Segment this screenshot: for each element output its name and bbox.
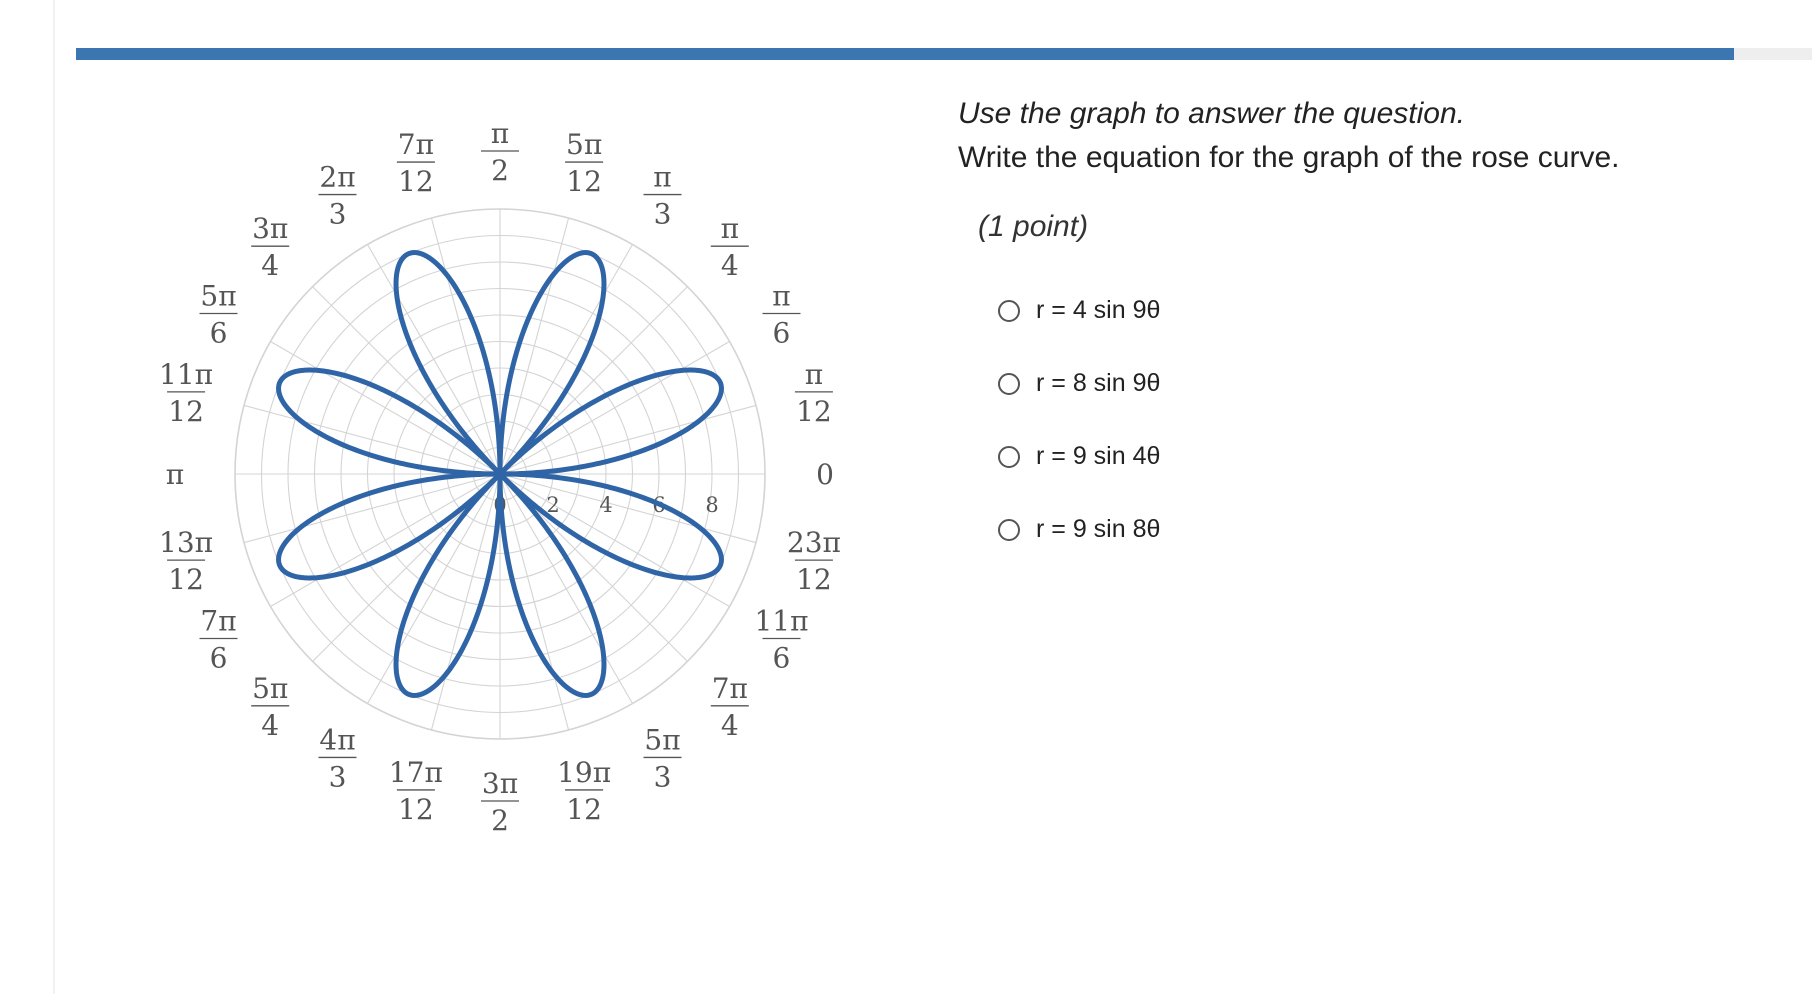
angle-label	[762, 280, 800, 350]
angle-label	[319, 161, 357, 231]
angle-label	[159, 526, 213, 596]
angle-label	[389, 756, 443, 826]
angle-label-numerator: 5π	[252, 671, 289, 705]
question-prompt: Write the equation for the graph of the rose curve.	[958, 141, 1620, 174]
grid-spoke	[500, 342, 729, 475]
angle-label	[565, 128, 603, 198]
angle-label-denominator: 3	[653, 197, 672, 231]
progress-bar-fill	[76, 48, 1734, 60]
angle-label	[795, 358, 833, 428]
angle-label-denominator: 4	[720, 249, 739, 283]
grid-spoke	[368, 474, 501, 703]
angle-label-numerator: 17π	[388, 755, 443, 789]
point-value: (1 point)	[978, 210, 1089, 243]
angle-label-numerator: 5π	[200, 279, 237, 313]
angle-label-denominator: 12	[168, 394, 204, 428]
angle-label	[200, 280, 238, 350]
answer-option-2[interactable]	[998, 347, 1778, 420]
angle-label-denominator: 12	[796, 394, 832, 428]
angle-label	[644, 161, 682, 231]
angle-label-numerator: 5π	[566, 128, 603, 162]
angle-label-denominator: 12	[566, 165, 602, 199]
angle-label-numerator: π	[490, 117, 510, 150]
angle-label-denominator: 12	[168, 563, 204, 597]
angle-label-text: π	[165, 458, 185, 491]
angle-label-denominator: 6	[772, 316, 791, 350]
grid-spoke	[271, 474, 500, 607]
angle-label	[251, 672, 289, 742]
angle-label	[481, 767, 519, 837]
angle-label-denominator: 4	[261, 708, 280, 742]
angle-label-numerator: 7π	[200, 604, 237, 638]
angle-label-denominator: 12	[796, 563, 832, 597]
angle-label-denominator: 4	[720, 708, 739, 742]
radial-tick-label: 8	[705, 493, 719, 517]
angle-label-numerator: 5π	[644, 723, 681, 757]
grid-spoke	[500, 245, 633, 474]
answer-option-1[interactable]	[998, 274, 1778, 347]
angle-label-numerator: 3π	[481, 767, 519, 800]
radial-tick-label: 2	[546, 493, 560, 517]
angle-label-numerator: 13π	[159, 526, 214, 560]
question-instruction: Use the graph to answer the question.	[958, 97, 1465, 130]
angle-label	[319, 723, 357, 793]
angle-label	[816, 458, 834, 491]
angle-label	[251, 212, 289, 282]
angle-label-denominator: 3	[653, 760, 672, 794]
angle-label	[200, 605, 238, 675]
angle-label-denominator: 6	[209, 641, 228, 675]
angle-label-denominator: 3	[328, 197, 347, 231]
angle-label-numerator: π	[804, 357, 824, 391]
answer-option-4[interactable]	[998, 493, 1778, 566]
answer-option-label: r = 4 sin 9θ	[1036, 296, 1161, 324]
progress-bar	[76, 48, 1812, 60]
angle-label-denominator: 12	[398, 165, 434, 199]
angle-label-denominator: 2	[491, 154, 509, 187]
angle-label-numerator: 11π	[754, 604, 809, 638]
radio-button[interactable]	[998, 373, 1020, 395]
angle-label	[159, 358, 213, 428]
answer-option-label: r = 8 sin 9θ	[1036, 369, 1161, 397]
angle-label-numerator: π	[653, 160, 672, 194]
answer-option-label: r = 9 sin 4θ	[1036, 442, 1161, 470]
angle-label-numerator: 11π	[159, 357, 214, 391]
angle-label-numerator: 7π	[711, 671, 748, 705]
angle-label-numerator: 2π	[319, 160, 356, 194]
angle-label-denominator: 6	[209, 316, 228, 350]
angle-label	[481, 117, 519, 187]
angle-label-text: 0	[816, 458, 834, 491]
angle-label	[557, 756, 611, 826]
radio-button[interactable]	[998, 519, 1020, 541]
grid-spoke	[271, 342, 500, 475]
answer-option-label: r = 9 sin 8θ	[1036, 515, 1161, 543]
angle-label-numerator: π	[772, 279, 791, 313]
angle-label-numerator: 19π	[557, 755, 612, 789]
angle-label-denominator: 2	[491, 804, 509, 837]
radio-button[interactable]	[998, 446, 1020, 468]
angle-label	[711, 212, 749, 282]
answer-options	[998, 274, 1778, 566]
angle-label-numerator: 4π	[319, 723, 356, 757]
angle-label-numerator: 7π	[397, 128, 434, 162]
grid-spoke	[500, 474, 729, 607]
question-panel	[958, 92, 1778, 566]
angle-label-denominator: 6	[772, 641, 791, 675]
angle-label-numerator: π	[720, 212, 740, 246]
angle-label	[644, 723, 682, 793]
radial-tick-label: 4	[599, 493, 613, 517]
angle-label	[787, 526, 841, 596]
angle-label-denominator: 12	[398, 792, 434, 826]
angle-label-denominator: 3	[328, 760, 347, 794]
angle-label-numerator: 3π	[252, 212, 289, 246]
angle-label-denominator: 12	[566, 792, 602, 826]
angle-label-denominator: 4	[261, 249, 280, 283]
grid-spoke	[368, 245, 501, 474]
page-left-border	[53, 0, 55, 994]
radial-tick-label: 6	[652, 493, 666, 517]
polar-graph	[110, 85, 890, 885]
angle-label	[397, 128, 435, 198]
angle-label	[711, 672, 749, 742]
answer-option-3[interactable]	[998, 420, 1778, 493]
angle-label-numerator: 23π	[786, 526, 841, 560]
radio-button[interactable]	[998, 300, 1020, 322]
angle-label	[754, 605, 808, 675]
angle-label	[166, 458, 184, 491]
radial-tick-label: 0	[493, 493, 507, 517]
